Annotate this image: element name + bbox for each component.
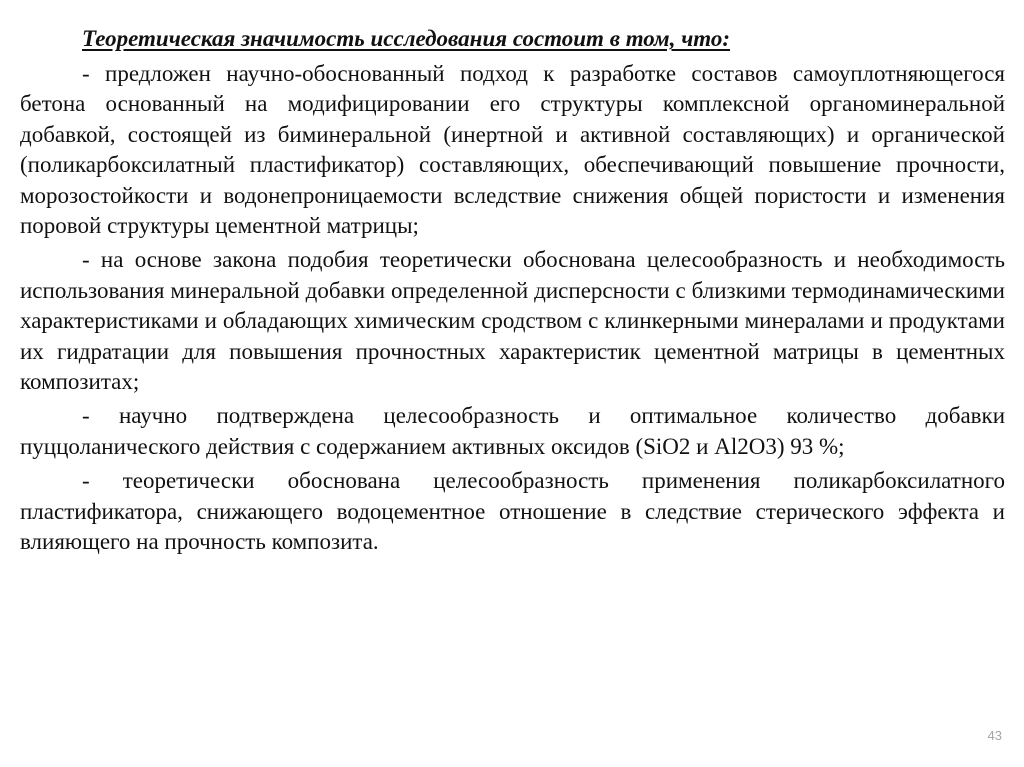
slide-content xyxy=(20,22,1005,562)
page-number: 43 xyxy=(987,728,1002,743)
paragraph-3: - научно подтверждена целесообразность и оптимальное количество добавки пуццоланического действия с содержанием активных оксидов (SiO2 и Al2O3) 93 %; xyxy=(20,403,1005,459)
slide-heading: Теоретическая значимость исследования состоит в том, что: xyxy=(82,26,731,51)
paragraph-4: - теоретически обоснована целесообразность применения поликарбоксилатного пластификатора, снижающего водоцементное отношение в следствие стерического эффекта и влияющего на прочность композита. xyxy=(20,468,1005,555)
paragraph-1: - предложен научно-обоснованный подход к разработке составов самоуплотняющегося бетона основанный на модифицировании его структуры комплексной органоминеральной добавкой, состоящей из биминеральной (инертной и активной составляющих) и органической (поликарбоксилатный пластификатор) составляющих, обеспечивающий повышение прочности, морозостойкости и водонепроницаемости вследствие снижения общей пористости и изменения поровой структуры цементной матрицы; xyxy=(20,61,1005,239)
paragraph-2: - на основе закона подобия теоретически обоснована целесообразность и необходимость использования минеральной добавки определенной дисперсности с близкими термодинамическими характеристиками и обладающих химическим сродством с клинкерными минералами и продуктами их гидратации для повышения прочностных характеристик цементной матрицы в цементных композитах; xyxy=(20,247,1005,395)
